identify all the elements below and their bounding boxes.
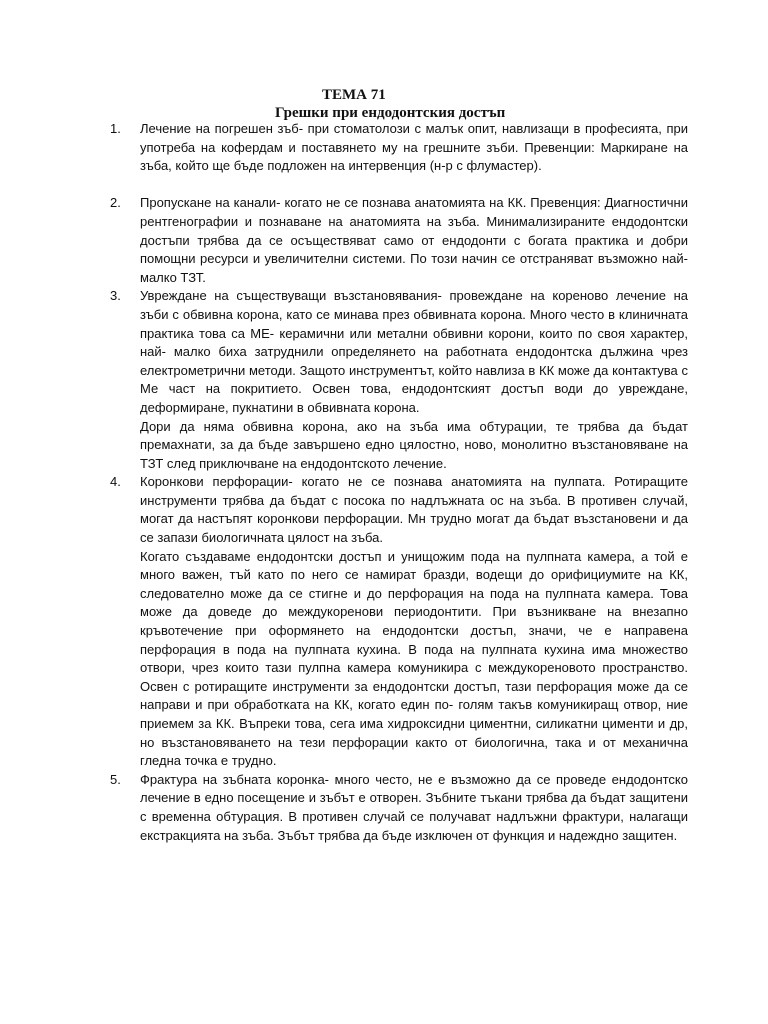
list-item-paragraph: Увреждане на съществуващи възстановявания- провеждане на кореново лечение на зъби с обвивна корона, като се минава през обвивната корона. Много често в клиничната практика това са МЕ- керамични или метални обвивни корони, които по своя характер, най- малко биха затруднили определянето на работната ендодонтска дължина чрез електрометрични методи. Защото инструментът, който навлиза в КК може да контактува с Ме част на покритието. Освен това, ендодонтският достъп води до увреждане, деформиране, пукнатини в обвивната корона. xyxy=(140,288,688,415)
list-item-number: 5. xyxy=(110,771,121,787)
list-item-paragraph: Лечение на погрешен зъб- при стоматолози с малък опит, навлизащи в професията, при употреба на кофердам и поставянето му на грешните зъби. Превенции: Маркиране на зъба, който ще бъде подложен на интервенция (н-р с флумастер). xyxy=(140,121,688,174)
list-item-paragraph: Фрактура на зъбната коронка- много често, не е възможно да се проведе ендодонтско лечение в едно посещение и зъбът е отворен. Зъбните тъкани трябва да бъдат защитени с временна обтурация. В противен случай се получават надлъжни фрактури, налагащи екстракцията на зъба. Зъбът трябва да бъде изключен от функция и надеждно защитен. xyxy=(140,771,688,843)
list-item xyxy=(110,287,688,473)
list-item-paragraph: Пропускане на канали- когато не се познава анатомията на КК. Превенция: Диагностични рентгенографии и познаване на анатомията на зъба. Минимализираните ендодонтски достъпи трябва да се осъществяват само от ендодонти с богата практика и добри помощни ресурси и увеличителни системи. По този начин се отстраняват възможно най- малко ТЗТ. xyxy=(140,195,688,285)
list-item xyxy=(110,771,688,845)
list-item xyxy=(110,194,688,287)
list-item xyxy=(110,120,688,176)
list-item-paragraph: Когато създаваме ендодонтски достъп и унищожим пода на пулпната камера, а той е много важен, тъй като по него се намират бразди, водещи до орифициумите на КК, следователно може да се стигне и до перфорация на пода на пулпната камера. Това може да доведе до междукоренови периодонтити. При възникване на внезапно кръвотечение при оформянето на ендодонтски достъп, значи, че е направена перфорация в пода на пулпната кухина. В пода на пулпната кухина има множество отвори, чрез които тази пулпна камера комуникира с междукореновото пространство. Освен с ротиращите инструменти за ендодонтски достъп, тази перфорация може да се направи и при обработката на КК, когато един по- голям такъв комуникиращ отвор, ние приемем за КК. Въпреки това, сега има хидроксидни циментни, силикатни цименти и др, но възстановяването на тези перфорации както от биологична, така и от механична гледна точка е трудно. xyxy=(140,548,688,769)
document-title: ТЕМА 71 xyxy=(322,87,386,103)
numbered-list xyxy=(110,120,688,845)
list-item-paragraph: Дори да няма обвивна корона, ако на зъба има обтурации, те трябва да бъдат премахнати, за да бъде завършено едно цялостно, ново, монолитно възстановяване на ТЗТ след приключване на ендодонтското лечение. xyxy=(140,418,688,471)
blank-line xyxy=(110,176,688,195)
list-item xyxy=(110,473,688,771)
list-item-number: 4. xyxy=(110,474,121,490)
list-item-number: 3. xyxy=(110,288,121,304)
document-title-block xyxy=(0,86,768,122)
list-item-paragraph: Коронкови перфорации- когато не се познава анатомията на пулпата. Ротиращите инструменти трябва да бъдат с посока по надлъжната ос на зъба. В противен случай, могат да настъпят коронкови перфорации. Мн трудно могат да бъдат възстановени и да се запази биологичната цялост на зъба. xyxy=(140,474,688,546)
list-item-number: 1. xyxy=(110,121,121,136)
document-subtitle: Грешки при ендодонтския достъп xyxy=(275,105,506,121)
list-item-number: 2. xyxy=(110,195,121,211)
